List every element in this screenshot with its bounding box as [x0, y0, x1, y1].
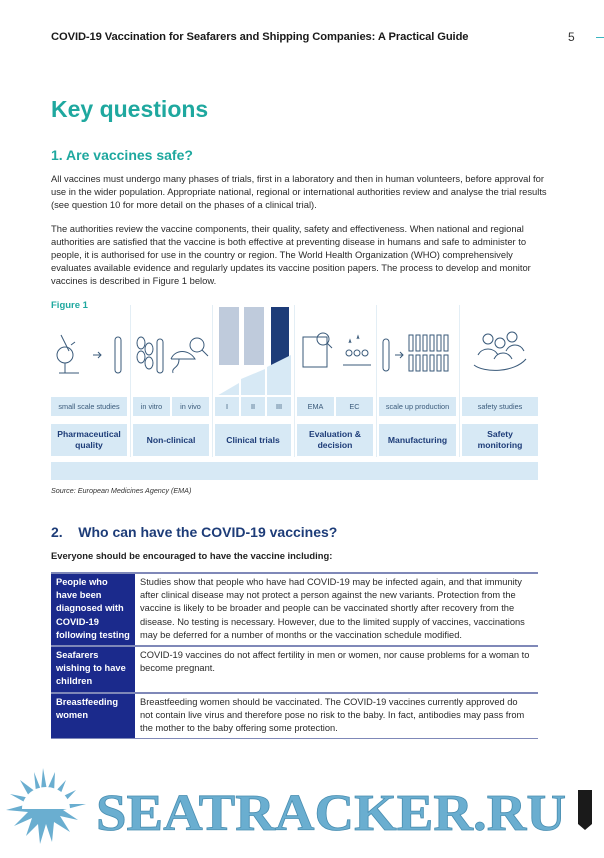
- stage-title: Non-clinical: [133, 424, 209, 456]
- table-row: [51, 693, 538, 739]
- description-cell: COVID-19 vaccines do not affect fertility in men or women, nor cause problems for a woman to become pregnant.: [135, 646, 538, 693]
- stage-title: Safety monitoring: [462, 424, 538, 456]
- section-number: 2.: [51, 524, 63, 540]
- stage-title: Manufacturing: [379, 424, 456, 456]
- divider: [459, 305, 460, 457]
- sun-icon: [6, 768, 86, 844]
- eligibility-table: [51, 572, 538, 739]
- stage-sublabel: safety studies: [462, 397, 538, 416]
- description-cell: Breastfeeding women should be vaccinated. The COVID-19 vaccines currently approved do not contain live virus and therefore pose no risk to the baby. In fact, antibodies may pass from the mother to the baby offering some protection.: [135, 693, 538, 739]
- figure-source: Source: European Medicines Agency (EMA): [51, 486, 192, 495]
- stage-sublabel: in vitro: [133, 397, 170, 416]
- stage-sublabel: I: [215, 397, 239, 416]
- ship-icon: [578, 790, 592, 830]
- cells-and-mouse-icon: [133, 325, 209, 385]
- page-title: Key questions: [51, 96, 209, 122]
- page-number: 5: [568, 30, 575, 44]
- divider: [376, 305, 377, 457]
- section-title: Who can have the COVID-19 vaccines?: [78, 524, 338, 540]
- watermark-text: SEATRACKER.RU: [96, 785, 566, 842]
- running-header: COVID-19 Vaccination for Seafarers and Shipping Companies: A Practical Guide: [51, 31, 469, 43]
- header-accent-line: [596, 37, 604, 38]
- people-in-hand-icon: [462, 325, 538, 385]
- test-tubes-scale-up-icon: [379, 325, 456, 385]
- stage-title: Evaluation & decision: [297, 424, 373, 456]
- stage-sublabel: small scale studies: [51, 397, 127, 416]
- group-cell: People who have been diagnosed with COVID-19 following testing: [51, 573, 135, 646]
- section-2-heading: [51, 524, 337, 540]
- document-review-and-committee-icon: [297, 325, 373, 385]
- stage-sublabel: III: [267, 397, 291, 416]
- stage-sublabel: EMA: [297, 397, 334, 416]
- section-1-heading: 1. Are vaccines safe?: [51, 147, 193, 163]
- stage-sublabel: scale up production: [379, 397, 456, 416]
- section-intro: Everyone should be encouraged to have the vaccine including:: [51, 550, 333, 561]
- group-cell: Seafarers wishing to have children: [51, 646, 135, 693]
- divider: [212, 305, 213, 457]
- table-row: [51, 646, 538, 693]
- divider: [130, 305, 131, 457]
- figure-label: Figure 1: [51, 300, 88, 311]
- group-cell: Breastfeeding women: [51, 693, 135, 739]
- microscope-to-test-tube-icon: [51, 325, 127, 385]
- divider: [294, 305, 295, 457]
- stage-sublabel: in vivo: [172, 397, 209, 416]
- stage-sublabel: EC: [336, 397, 373, 416]
- seatracker-watermark-logo: [0, 760, 604, 858]
- figure-base-bar: [51, 462, 538, 480]
- stage-title: Pharmaceutical quality: [51, 424, 127, 456]
- description-cell: Studies show that people who have had COVID-19 may be infected again, and that immunity after clinical disease may not protect a person against the new variants. Protection from the vaccine is likely to be broader and people can be vaccinated shortly after recovery from the disease. No testing is necessary. However, due to the limited supply of vaccines, vaccinations may be deferred for a number of months or the vaccination schedule modified.: [135, 573, 538, 646]
- stage-sublabel: II: [241, 397, 265, 416]
- stage-title: Clinical trials: [215, 424, 291, 456]
- paragraph: The authorities review the vaccine components, their quality, safety and effectiveness. When national and regional authorities are satisfied that the vaccine is both effective at preventing disease in humans and safe to administer to people, it is authorised for use in the country or region. The World Health Organization (WHO) comprehensively evaluates available evidence and regularly updates its vaccine position papers. The process to develop and monitor vaccines is described in Figure 1 below.: [51, 223, 531, 286]
- paragraph: All vaccines must undergo many phases of trials, first in a laboratory and then in human volunteers, before approval for use in the wider population. Appropriate national, regional or international authorities review and analyse the trial results (see question 10 for more detail on the phases of a clinical trial).: [51, 173, 547, 210]
- clinical-trial-participants-icon: [215, 305, 291, 395]
- table-row: [51, 573, 538, 646]
